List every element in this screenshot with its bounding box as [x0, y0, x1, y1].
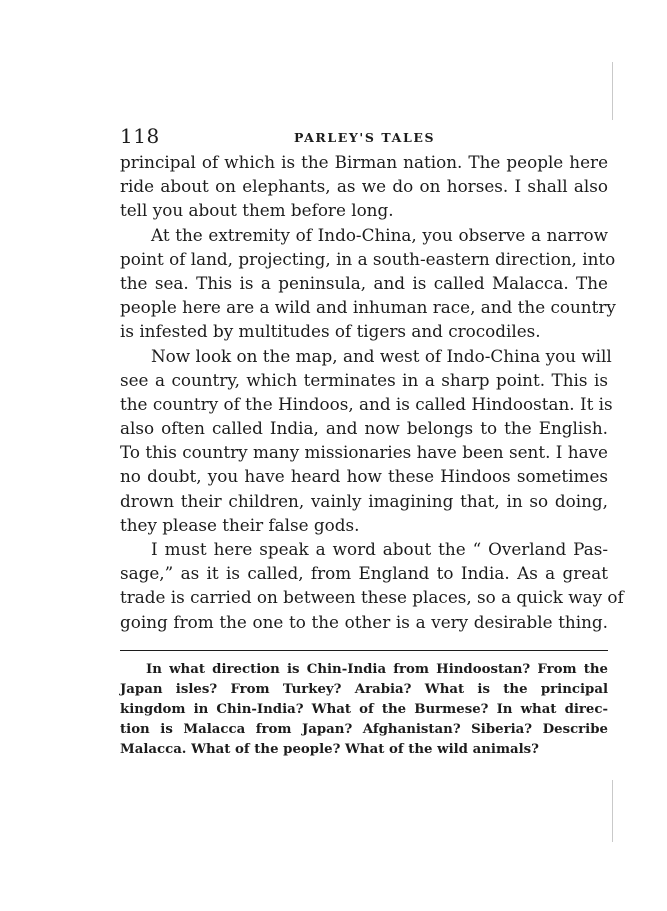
text-line: trade is carried on between these places, so a quick way of [120, 587, 624, 608]
text-line: the country of the Hindoos, and is called Hindoostan. It is [120, 393, 613, 414]
text-line: the sea. This is a peninsula, and is called Malacca. The [120, 272, 608, 293]
text-line: Now look on the map, and west of Indo-China you will [151, 345, 612, 366]
page-edge-line [612, 780, 613, 842]
page-number: 118 [120, 124, 160, 148]
text-line: point of land, projecting, in a south-eastern direction, into [120, 248, 616, 269]
question-line: kingdom in Chin-India? What of the Burmese? In what direc- [120, 702, 608, 717]
text-line: is infested by multitudes of tigers and crocodiles. [120, 321, 541, 342]
text-line: sage,” as it is called, from England to India. As a great [120, 563, 608, 584]
header-title: PARLEY'S TALES [294, 130, 436, 145]
study-questions [120, 660, 608, 760]
text-line: see a country, which terminates in a sharp point. This is [120, 369, 608, 390]
text-line: they please their false gods. [120, 514, 360, 535]
text-line: also often called India, and now belongs to the English. [120, 418, 608, 439]
text-line: I must here speak a word about the “ Overland Pas- [151, 539, 608, 559]
text-line: ride about on elephants, as we do on horses. I shall also [120, 176, 608, 197]
text-line: principal of which is the Birman nation. The people here [120, 152, 608, 172]
text-line: drown their children, vainly imagining that, in so doing, [120, 490, 608, 511]
text-line: To this country many missionaries have been sent. I have [120, 442, 608, 463]
question-line: tion is Malacca from Japan? Afghanistan? Siberia? Describe [120, 722, 608, 737]
question-line: Japan isles? From Turkey? Arabia? What is the principal [120, 682, 608, 697]
text-line: At the extremity of Indo-China, you observe a narrow [151, 224, 608, 245]
page-edge-line [612, 62, 613, 120]
body-text [120, 150, 624, 634]
text-line: no doubt, you have heard how these Hindoos sometimes [120, 466, 608, 487]
question-line: In what direction is Chin-India from Hindoostan? From the [146, 662, 608, 677]
question-line: Malacca. What of the people? What of the wild animals? [120, 742, 539, 757]
text-line: going from the one to the other is a very desirable thing. [120, 611, 608, 632]
text-line: people here are a wild and inhuman race, and the country [120, 297, 616, 318]
footnote-rule [120, 650, 608, 651]
text-line: tell you about them before long. [120, 200, 394, 221]
running-head [120, 124, 608, 148]
